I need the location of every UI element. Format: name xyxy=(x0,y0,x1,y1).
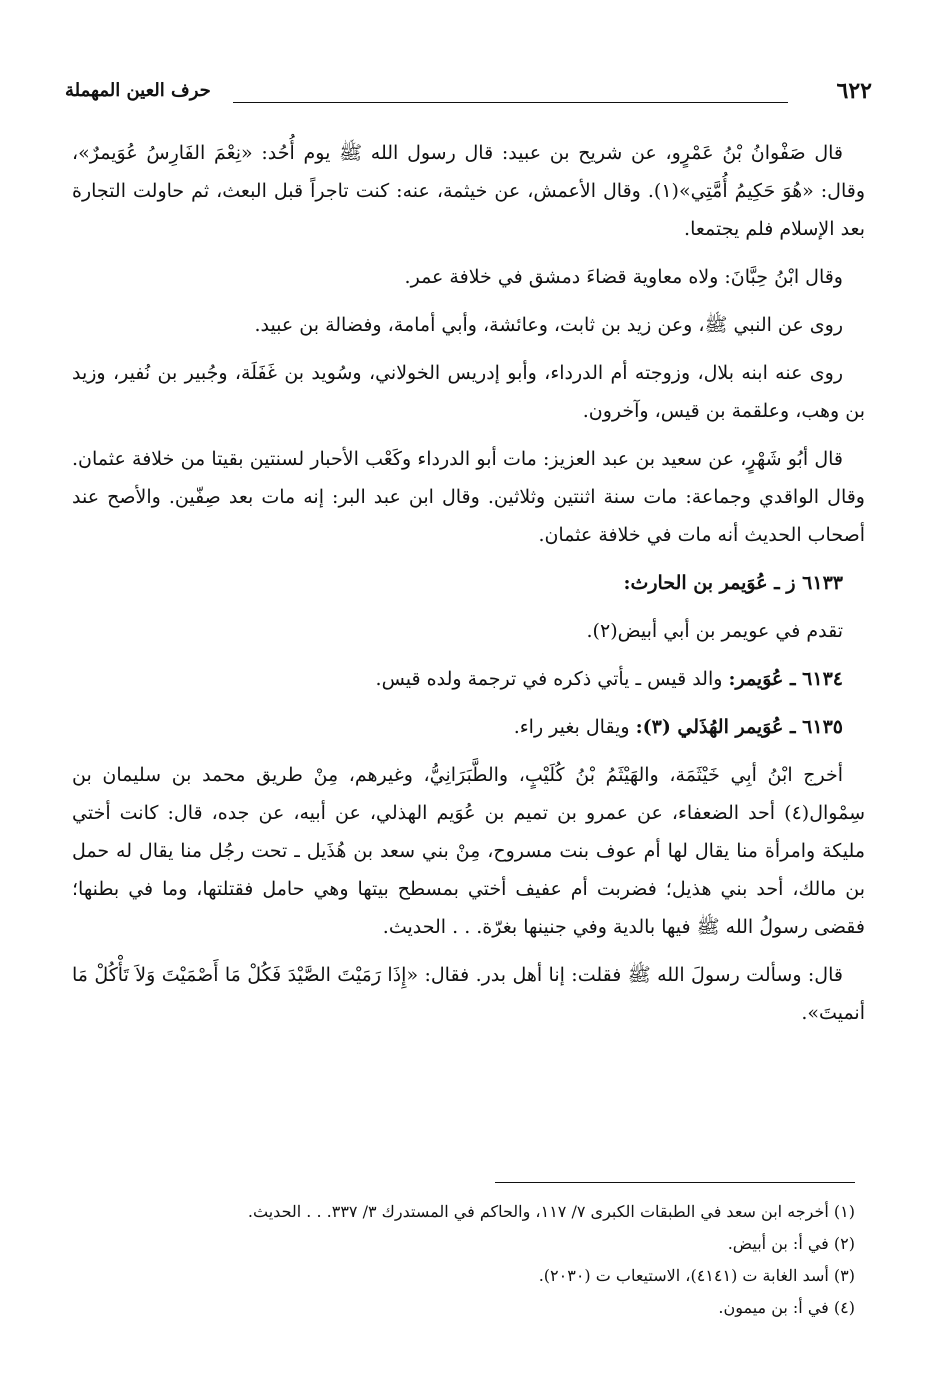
header-rule xyxy=(233,102,788,103)
running-title: حرف العين المهملة xyxy=(65,80,211,101)
entry-heading: ٦١٣٣ ز ـ عُوَيمر بن الحارث: xyxy=(623,572,843,594)
paragraph: أخرج ابْنُ أبِي خَيْثَمَة، والهَيْثَمُ بْنُ كُلَيْبٍ، والطَّبَرَانِيُّ، وغيرهم، مِنْ طريق محمد بن سليمان بن سِمْوال(٤) أحد الضعفاء، عن عمرو بن تميم بن عُوَيم الهذلي، عن أبيه، عن جده، قال: كانت أختي مليكة وامرأة منا يقال لها أم عوف بنت مسروح، مِنْ بني سعد بن هُذَيل ـ تحت رجُل منا يقال له حمل بن مالك، أحد بني هذيل؛ فضربت أم عفيف أختي بمسطح بيتها وهي حامل فقتلتها، وما في بطنها؛ فقضى رسولُ الله ﷺ فيها بالدية وفي جنينها بغرّة. . . الحديث. xyxy=(72,764,865,938)
entry-6135 xyxy=(72,708,865,746)
paragraph: قال أبُو شَهْرٍ، عن سعيد بن عبد العزيز: مات أبو الدرداء وكَعْب الأحبار لسنتين بقيتا من خلافة عثمان. وقال الواقدي وجماعة: مات سنة اثنتين وثلاثين. وقال ابن عبد البر: إنه مات بعد صِفّين. والأصح عند أصحاب الحديث أنه مات في خلافة عثمان. xyxy=(72,448,865,546)
main-text xyxy=(72,134,865,1042)
page-number: ٦٢٢ xyxy=(836,78,872,104)
entry-text: تقدم في عويمر بن أبي أبيض(٢). xyxy=(586,620,843,642)
entry-text: والد قيس ـ يأتي ذكره في ترجمة ولده قيس. xyxy=(375,668,729,690)
footnote: (٣) أسد الغابة ت (٤١٤١)، الاستيعاب ت (٢٠٣٠). xyxy=(538,1266,855,1285)
paragraph: وقال ابْنُ حِبَّانَ: ولاه معاوية قضاءَ دمشق في خلافة عمر. xyxy=(404,266,843,288)
paragraph: قال: وسألت رسولَ الله ﷺ فقلت: إنا أهل بدر. فقال: «إِذَا رَمَيْتَ الصَّيْدَ فَكُلْ مَا أَصْمَيْتَ وَلاَ تَأْكُلْ مَا أنميتَ». xyxy=(72,964,865,1024)
footnote: (١) أخرجه ابن سعد في الطبقات الكبرى ٧/ ١١٧، والحاكم في المستدرك ٣/ ٣٣٧. . . الحديث. xyxy=(247,1202,855,1221)
paragraph: روى عن النبي ﷺ، وعن زيد بن ثابت، وعائشة، وأبي أمامة، وفضالة بن عبيد. xyxy=(254,314,843,336)
entry-heading: ٦١٣٥ ـ عُوَيمر الهُذَلي (٣): xyxy=(635,716,843,738)
page-header xyxy=(65,78,872,114)
footnote-rule xyxy=(495,1182,855,1183)
footnotes xyxy=(72,1196,855,1324)
entry-6133-note xyxy=(72,612,865,650)
footnote: (٤) في أ: بن ميمون. xyxy=(718,1298,855,1317)
paragraph: روى عنه ابنه بلال، وزوجته أم الدرداء، وأبو إدريس الخولاني، وسُويد بن غَفَلَة، وجُبير بن نُفير، وزيد بن وهب، وعلقمة بن قيس، وآخرون. xyxy=(72,362,865,422)
footnote: (٢) في أ: بن أبيض. xyxy=(727,1234,855,1253)
entry-6133 xyxy=(72,564,865,602)
entry-6134 xyxy=(72,660,865,698)
entry-heading: ٦١٣٤ ـ عُوَيمر: xyxy=(728,668,843,690)
entry-text: ويقال بغير راء. xyxy=(513,716,636,738)
paragraph: قال صَفْوانُ بْنُ عَمْرٍو، عن شريح بن عبيد: قال رسول الله ﷺ يوم أُحُد: «نِعْمَ الفَارِسُ عُوَيمرٌ»، وقال: «هُوَ حَكِيمُ أُمَّتِي»(١). وقال الأعمش، عن خيثمة، عنه: كنت تاجراً قبل البعث، ثم حاولت التجارة بعد الإسلام فلم يجتمعا. xyxy=(72,142,865,240)
